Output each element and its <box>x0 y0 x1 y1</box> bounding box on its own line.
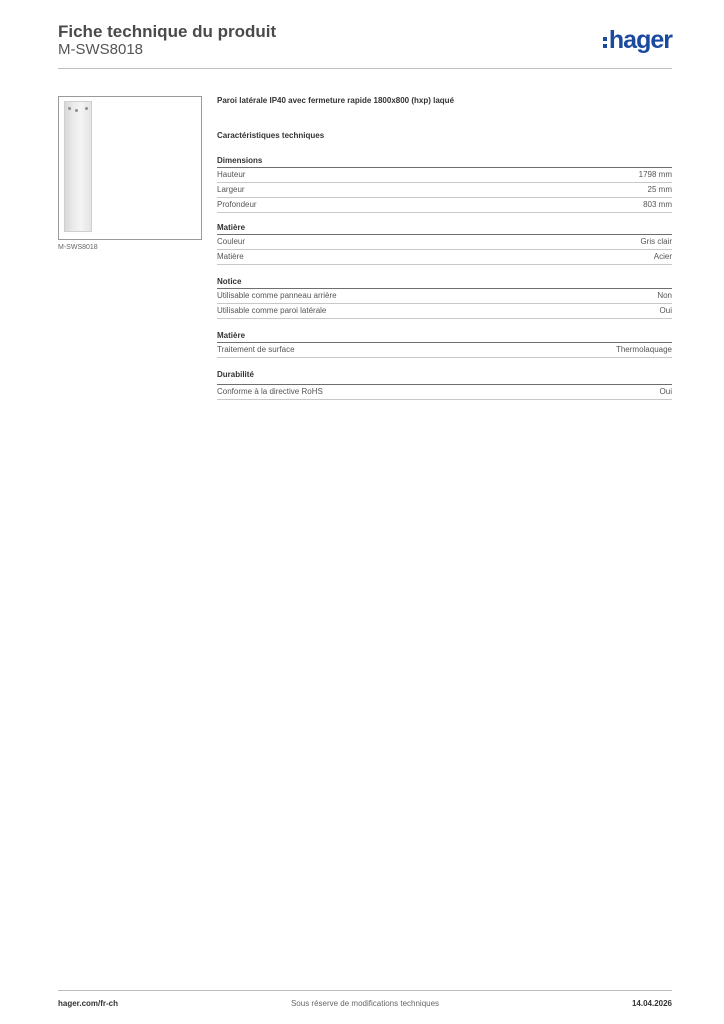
spec-row-height <box>217 168 672 183</box>
product-reference: M-SWS8018 <box>58 41 144 58</box>
section-notice <box>217 275 672 319</box>
panel-hole <box>75 109 78 112</box>
product-description: Paroi latérale IP40 avec fermeture rapide 1800x800 (hxp) laqué <box>217 96 455 105</box>
section-material <box>217 221 672 265</box>
panel-hole <box>85 107 88 110</box>
spec-row-surface-treatment <box>217 343 672 358</box>
spec-label: Matière <box>217 252 244 261</box>
product-image-caption: M-SWS8018 <box>58 244 98 251</box>
footer-website-link[interactable]: hager.com/fr-ch <box>58 999 119 1008</box>
section-title: Matière <box>217 329 672 343</box>
hager-logo <box>603 26 672 54</box>
spec-value: Non <box>657 291 672 300</box>
section-durability <box>217 368 672 400</box>
spec-label: Hauteur <box>217 170 246 179</box>
spec-row-material <box>217 250 672 265</box>
spec-label: Utilisable comme panneau arrière <box>217 291 337 300</box>
document-title: Fiche technique du produit <box>58 22 277 41</box>
spec-value: 803 mm <box>643 200 672 209</box>
section-dimensions <box>217 154 672 213</box>
spec-value: Oui <box>659 387 672 396</box>
spec-row-rear-panel <box>217 289 672 304</box>
spec-value: 25 mm <box>647 185 672 194</box>
spec-label: Largeur <box>217 185 245 194</box>
page-header <box>58 20 672 69</box>
spec-label: Traitement de surface <box>217 345 295 354</box>
spec-label: Couleur <box>217 237 246 246</box>
specs-heading: Caractéristiques techniques <box>217 131 325 140</box>
spec-row-width <box>217 183 672 198</box>
logo-colon-icon <box>603 37 607 48</box>
section-title: Matière <box>217 221 672 235</box>
panel-hole <box>68 107 71 110</box>
spec-value: Acier <box>653 252 672 261</box>
page-footer <box>58 990 672 1010</box>
section-title: Notice <box>217 275 672 289</box>
section-title: Dimensions <box>217 154 672 168</box>
section-surface <box>217 329 672 358</box>
spec-value: Gris clair <box>640 237 672 246</box>
footer-date: 14.04.2026 <box>631 999 672 1008</box>
spec-label: Profondeur <box>217 200 257 209</box>
spec-value: Oui <box>659 306 672 315</box>
product-image-frame <box>58 96 202 240</box>
spec-row-depth <box>217 198 672 213</box>
spec-row-rohs <box>217 385 672 400</box>
spec-row-color <box>217 235 672 250</box>
spec-value: Thermolaquage <box>615 345 672 354</box>
spec-value: 1798 mm <box>638 170 672 179</box>
spec-label: Utilisable comme paroi latérale <box>217 306 327 315</box>
spec-label: Conforme à la directive RoHS <box>217 387 323 396</box>
footer-notice: Sous réserve de modifications techniques <box>290 999 440 1008</box>
logo-text: hager <box>608 26 672 54</box>
side-panel-image <box>64 101 92 232</box>
section-title: Durabilité <box>217 368 672 385</box>
spec-row-side-panel <box>217 304 672 319</box>
